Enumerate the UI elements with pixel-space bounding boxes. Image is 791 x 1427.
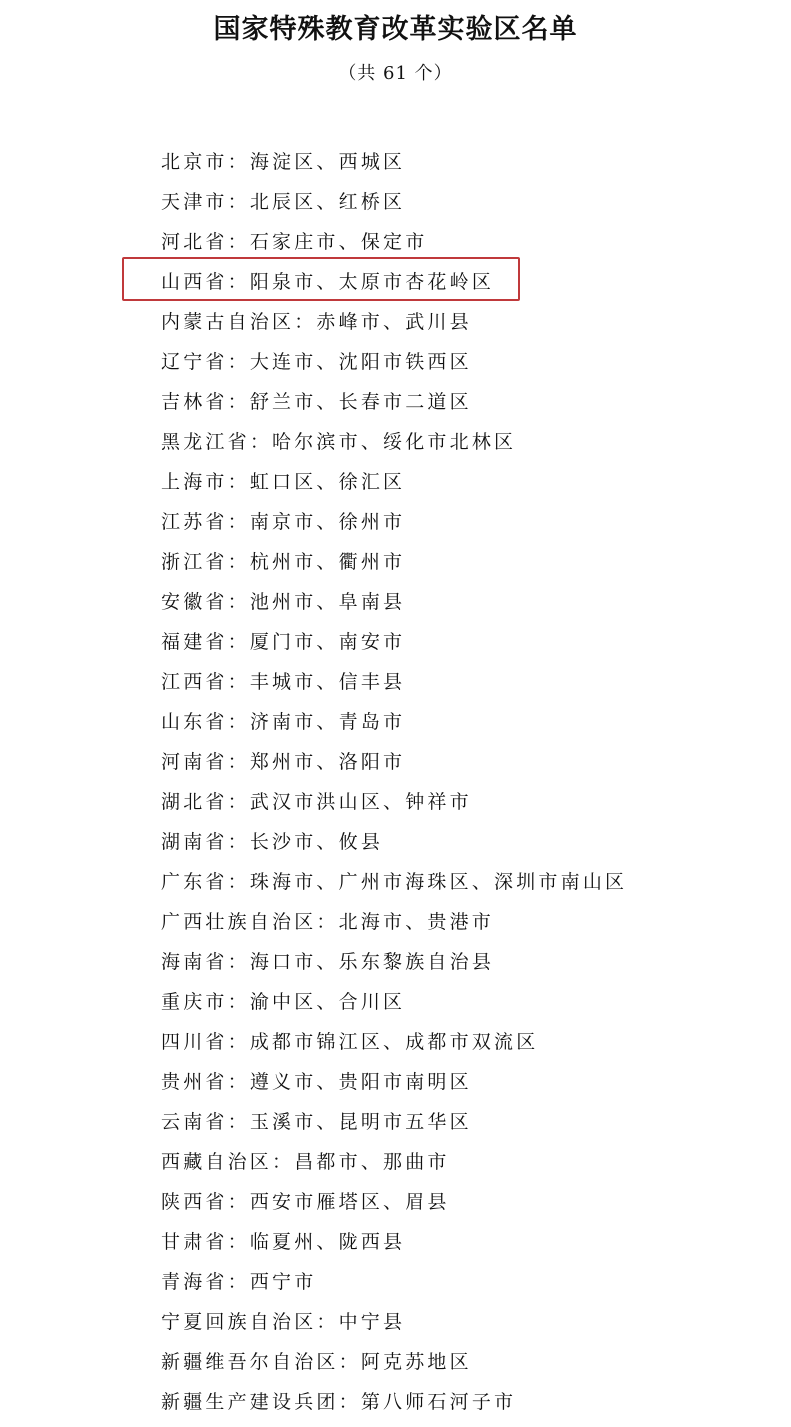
separator-colon: ： (227, 1271, 250, 1293)
separator-colon: ： (227, 751, 250, 773)
list-item (161, 542, 627, 582)
list-item (161, 422, 627, 462)
list-item (161, 1062, 627, 1102)
district-names: 虹口区、徐汇区 (249, 471, 406, 493)
list-item (161, 1222, 627, 1262)
separator-colon: ： (227, 511, 250, 533)
separator-colon: ： (227, 1071, 250, 1093)
region-name: 天津市 (161, 191, 228, 213)
region-name: 云南省 (161, 1111, 228, 1133)
region-name: 河北省 (161, 231, 228, 253)
separator-colon: ： (338, 1391, 361, 1413)
list-item (161, 222, 627, 262)
list-item (161, 702, 627, 742)
region-name: 广东省 (161, 871, 228, 893)
region-name: 福建省 (161, 631, 228, 653)
region-name: 重庆市 (161, 991, 228, 1013)
region-name: 四川省 (161, 1031, 228, 1053)
region-name: 黑龙江省 (161, 431, 250, 453)
district-names: 玉溪市、昆明市五华区 (249, 1111, 472, 1133)
region-name: 山东省 (161, 711, 228, 733)
region-name: 河南省 (161, 751, 228, 773)
document-title: 国家特殊教育改革实验区名单 (213, 14, 578, 45)
district-names: 丰城市、信丰县 (249, 671, 406, 693)
region-name: 吉林省 (161, 391, 228, 413)
district-names: 临夏州、陇西县 (249, 1231, 406, 1253)
region-name: 贵州省 (161, 1071, 228, 1093)
district-names: 长沙市、攸县 (249, 831, 384, 853)
list-item (161, 582, 627, 622)
separator-colon: ： (272, 1151, 295, 1173)
list-item (161, 1022, 627, 1062)
district-names: 渝中区、合川区 (249, 991, 406, 1013)
district-names: 中宁县 (338, 1311, 406, 1333)
region-name: 辽宁省 (161, 351, 228, 373)
separator-colon: ： (227, 951, 250, 973)
list-item (161, 622, 627, 662)
district-names: 西安市雁塔区、眉县 (249, 1191, 450, 1213)
district-names: 大连市、沈阳市铁西区 (249, 351, 472, 373)
entry-list (161, 142, 627, 1422)
district-names: 海淀区、西城区 (249, 151, 406, 173)
district-names: 济南市、青岛市 (249, 711, 406, 733)
separator-colon: ： (227, 471, 250, 493)
district-names: 厦门市、南安市 (249, 631, 406, 653)
region-name: 内蒙古自治区 (161, 311, 295, 333)
district-names: 北辰区、红桥区 (249, 191, 406, 213)
district-names: 阿克苏地区 (360, 1351, 472, 1373)
separator-colon: ： (227, 631, 250, 653)
separator-colon: ： (227, 151, 250, 173)
separator-colon: ： (249, 431, 273, 453)
district-names: 昌都市、那曲市 (294, 1151, 450, 1173)
district-names: 郑州市、洛阳市 (249, 751, 406, 773)
region-name: 新疆维吾尔自治区 (161, 1351, 339, 1373)
list-item (161, 982, 627, 1022)
region-name: 湖北省 (161, 791, 228, 813)
district-names: 第八师石河子市 (360, 1391, 517, 1413)
separator-colon: ： (227, 791, 250, 813)
list-item (161, 342, 627, 382)
separator-colon: ： (227, 231, 250, 253)
district-names: 哈尔滨市、绥化市北林区 (272, 431, 517, 453)
separator-colon: ： (294, 311, 317, 333)
district-names: 阳泉市、太原市杏花岭区 (249, 271, 495, 293)
separator-colon: ： (227, 711, 250, 733)
list-item (161, 182, 627, 222)
region-name: 浙江省 (161, 551, 228, 573)
separator-colon: ： (227, 1111, 250, 1133)
district-names: 南京市、徐州市 (249, 511, 406, 533)
separator-colon: ： (227, 1231, 250, 1253)
separator-colon: ： (227, 991, 250, 1013)
region-name: 青海省 (161, 1271, 228, 1293)
region-name: 海南省 (161, 951, 228, 973)
list-item (161, 662, 627, 702)
list-item (161, 462, 627, 502)
region-name: 江西省 (161, 671, 228, 693)
district-names: 成都市锦江区、成都市双流区 (249, 1031, 539, 1053)
district-names: 石家庄市、保定市 (249, 231, 428, 253)
region-name: 上海市 (161, 471, 228, 493)
separator-colon: ： (227, 671, 250, 693)
separator-colon: ： (227, 351, 250, 373)
list-item (161, 1182, 627, 1222)
list-item (161, 1302, 627, 1342)
separator-colon: ： (338, 1351, 361, 1373)
separator-colon: ： (227, 1191, 250, 1213)
list-item (161, 262, 627, 302)
region-name: 江苏省 (161, 511, 228, 533)
region-name: 北京市 (161, 151, 228, 173)
region-name: 山西省 (161, 271, 228, 293)
district-names: 舒兰市、长春市二道区 (249, 391, 472, 413)
district-names: 西宁市 (249, 1271, 317, 1293)
separator-colon: ： (227, 391, 250, 413)
region-name: 湖南省 (161, 831, 228, 853)
district-names: 遵义市、贵阳市南明区 (249, 1071, 472, 1093)
separator-colon: ： (227, 271, 250, 293)
list-item (161, 942, 627, 982)
list-item (161, 142, 627, 182)
district-names: 北海市、贵港市 (338, 911, 495, 933)
separator-colon: ： (316, 1311, 339, 1333)
district-names: 杭州市、衢州市 (249, 551, 406, 573)
list-item (161, 1102, 627, 1142)
list-item (161, 742, 627, 782)
list-item (161, 302, 627, 342)
district-names: 海口市、乐东黎族自治县 (249, 951, 495, 973)
list-item (161, 1382, 627, 1422)
document-subtitle: （共 61 个） (338, 63, 453, 84)
list-item (161, 782, 627, 822)
list-item (161, 1342, 627, 1382)
region-name: 陕西省 (161, 1191, 228, 1213)
list-item (161, 382, 627, 422)
district-names: 珠海市、广州市海珠区、深圳市南山区 (249, 871, 628, 893)
separator-colon: ： (227, 551, 250, 573)
region-name: 广西壮族自治区 (161, 911, 317, 933)
region-name: 新疆生产建设兵团 (161, 1391, 339, 1413)
region-name: 甘肃省 (161, 1231, 228, 1253)
list-item (161, 862, 627, 902)
list-item (161, 502, 627, 542)
list-item (161, 1262, 627, 1302)
region-name: 宁夏回族自治区 (161, 1311, 317, 1333)
list-item (161, 1142, 627, 1182)
separator-colon: ： (316, 911, 339, 933)
separator-colon: ： (227, 1031, 250, 1053)
list-item (161, 822, 627, 862)
list-item (161, 902, 627, 942)
separator-colon: ： (227, 831, 250, 853)
region-name: 西藏自治区 (161, 1151, 273, 1173)
district-names: 赤峰市、武川县 (316, 311, 472, 333)
separator-colon: ： (227, 191, 250, 213)
separator-colon: ： (227, 871, 250, 893)
region-name: 安徽省 (161, 591, 228, 613)
district-names: 武汉市洪山区、钟祥市 (249, 791, 472, 813)
district-names: 池州市、阜南县 (249, 591, 406, 613)
separator-colon: ： (227, 591, 250, 613)
